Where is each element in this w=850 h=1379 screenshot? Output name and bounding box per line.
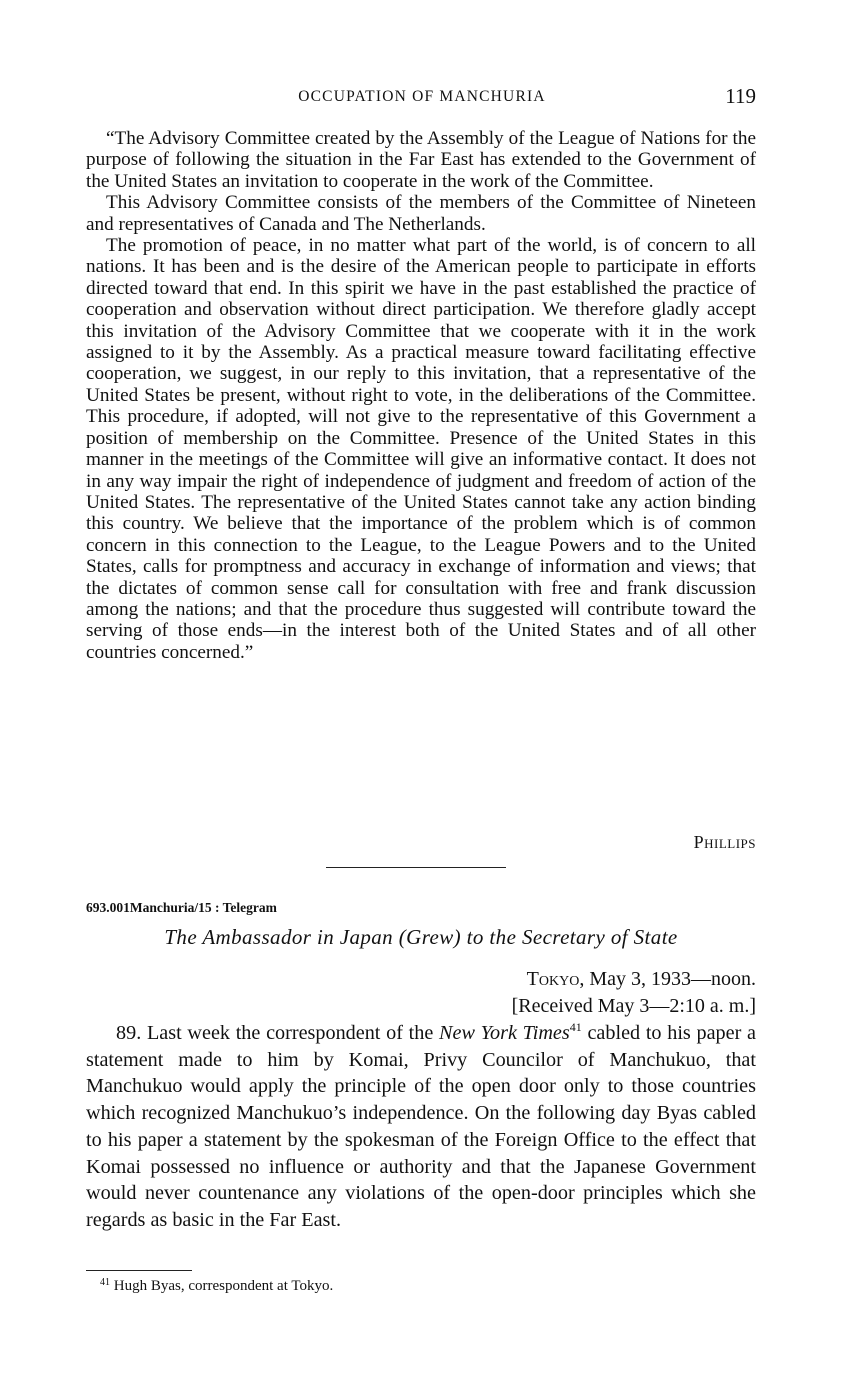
section-divider [326,867,506,868]
signature: Phillips [693,832,756,852]
running-header [86,84,758,112]
footnote-reference: 41 [569,1020,582,1034]
footnote-mark: 41 [100,1277,110,1288]
telegram-body [86,1020,756,1234]
telegram-text-start: 89. Last week the correspondent of the [116,1022,440,1044]
dateline-sent [512,966,756,993]
telegram-paragraph [86,1020,756,1234]
file-reference: 693.001Manchuria/15 : Telegram [86,900,277,915]
footnote [100,1278,333,1295]
quoted-message [86,128,756,663]
running-title: OCCUPATION OF MANCHURIA [298,88,546,105]
newspaper-name: New York Times [439,1022,570,1044]
dateline-date: , May 3, 1933—noon. [579,968,756,990]
footnote-rule [86,1270,192,1271]
quote-paragraph: “The Advisory Committee created by the Assembly of the League of Nations for the purpose of following the situation in the Far East has extended to the Government of the United States an invitation to cooperate in the work of the Committee. [86,128,756,192]
quote-paragraph: The promotion of peace, in no matter what part of the world, is of concern to all nations. It has been and is the desire of the American people to participate in efforts directed toward that end. In this spirit we have in the past established the practice of cooperation and observation without direct participation. We therefore gladly accept this invitation of the Advisory Committee that we cooperate with it in the work assigned to it by the Assembly. As a practical measure toward facilitating effective cooperation, we suggest, in our reply to this invitation, that a representative of the United States be present, without right to vote, in the deliberations of the Committee. This procedure, if adopted, will not give to the representative of this Government a position of membership on the Committee. Presence of the United States in this manner in the meetings of the Committee will give an informative contact. It does not in any way impair the right of independence of judgment and freedom of action of the United States. The representative of the United States cannot take any action binding this country. We believe that the importance of the problem which is of common concern in this connection to the League, to the League Powers and to the United States, calls for promptness and accuracy in exchange of information and views; that the dictates of common sense call for consultation with free and frank discussion among the nations; and that the procedure thus suggested will contribute toward the serving of those ends—in the interest both of the United States and of all other countries concerned.” [86,235,756,663]
dateline-place: Tokyo [526,968,580,990]
document-heading: The Ambassador in Japan (Grew) to the Secretary of State [164,925,678,949]
footnote-text: Hugh Byas, correspondent at Tokyo. [110,1278,334,1294]
dateline-received: [Received May 3—2:10 a. m.] [511,995,756,1017]
dateline [512,966,756,1020]
quote-paragraph: This Advisory Committee consists of the members of the Committee of Nineteen and representatives of Canada and The Netherlands. [86,192,756,235]
telegram-text-rest: cabled to his paper a statement made to him by Komai, Privy Councilor of Manchukuo, that Manchukuo would apply the principle of the open door only to those countries which recognized Manchukuo’s independence. On the following day Byas cabled to his paper a statement by the spokesman of the Foreign Office to the effect that Komai possessed no influence or authority and that the Japanese Government would never countenance any violations of the open-door principles which she regards as basic in the Far East. [86,1022,756,1231]
page-number: 119 [725,84,756,108]
